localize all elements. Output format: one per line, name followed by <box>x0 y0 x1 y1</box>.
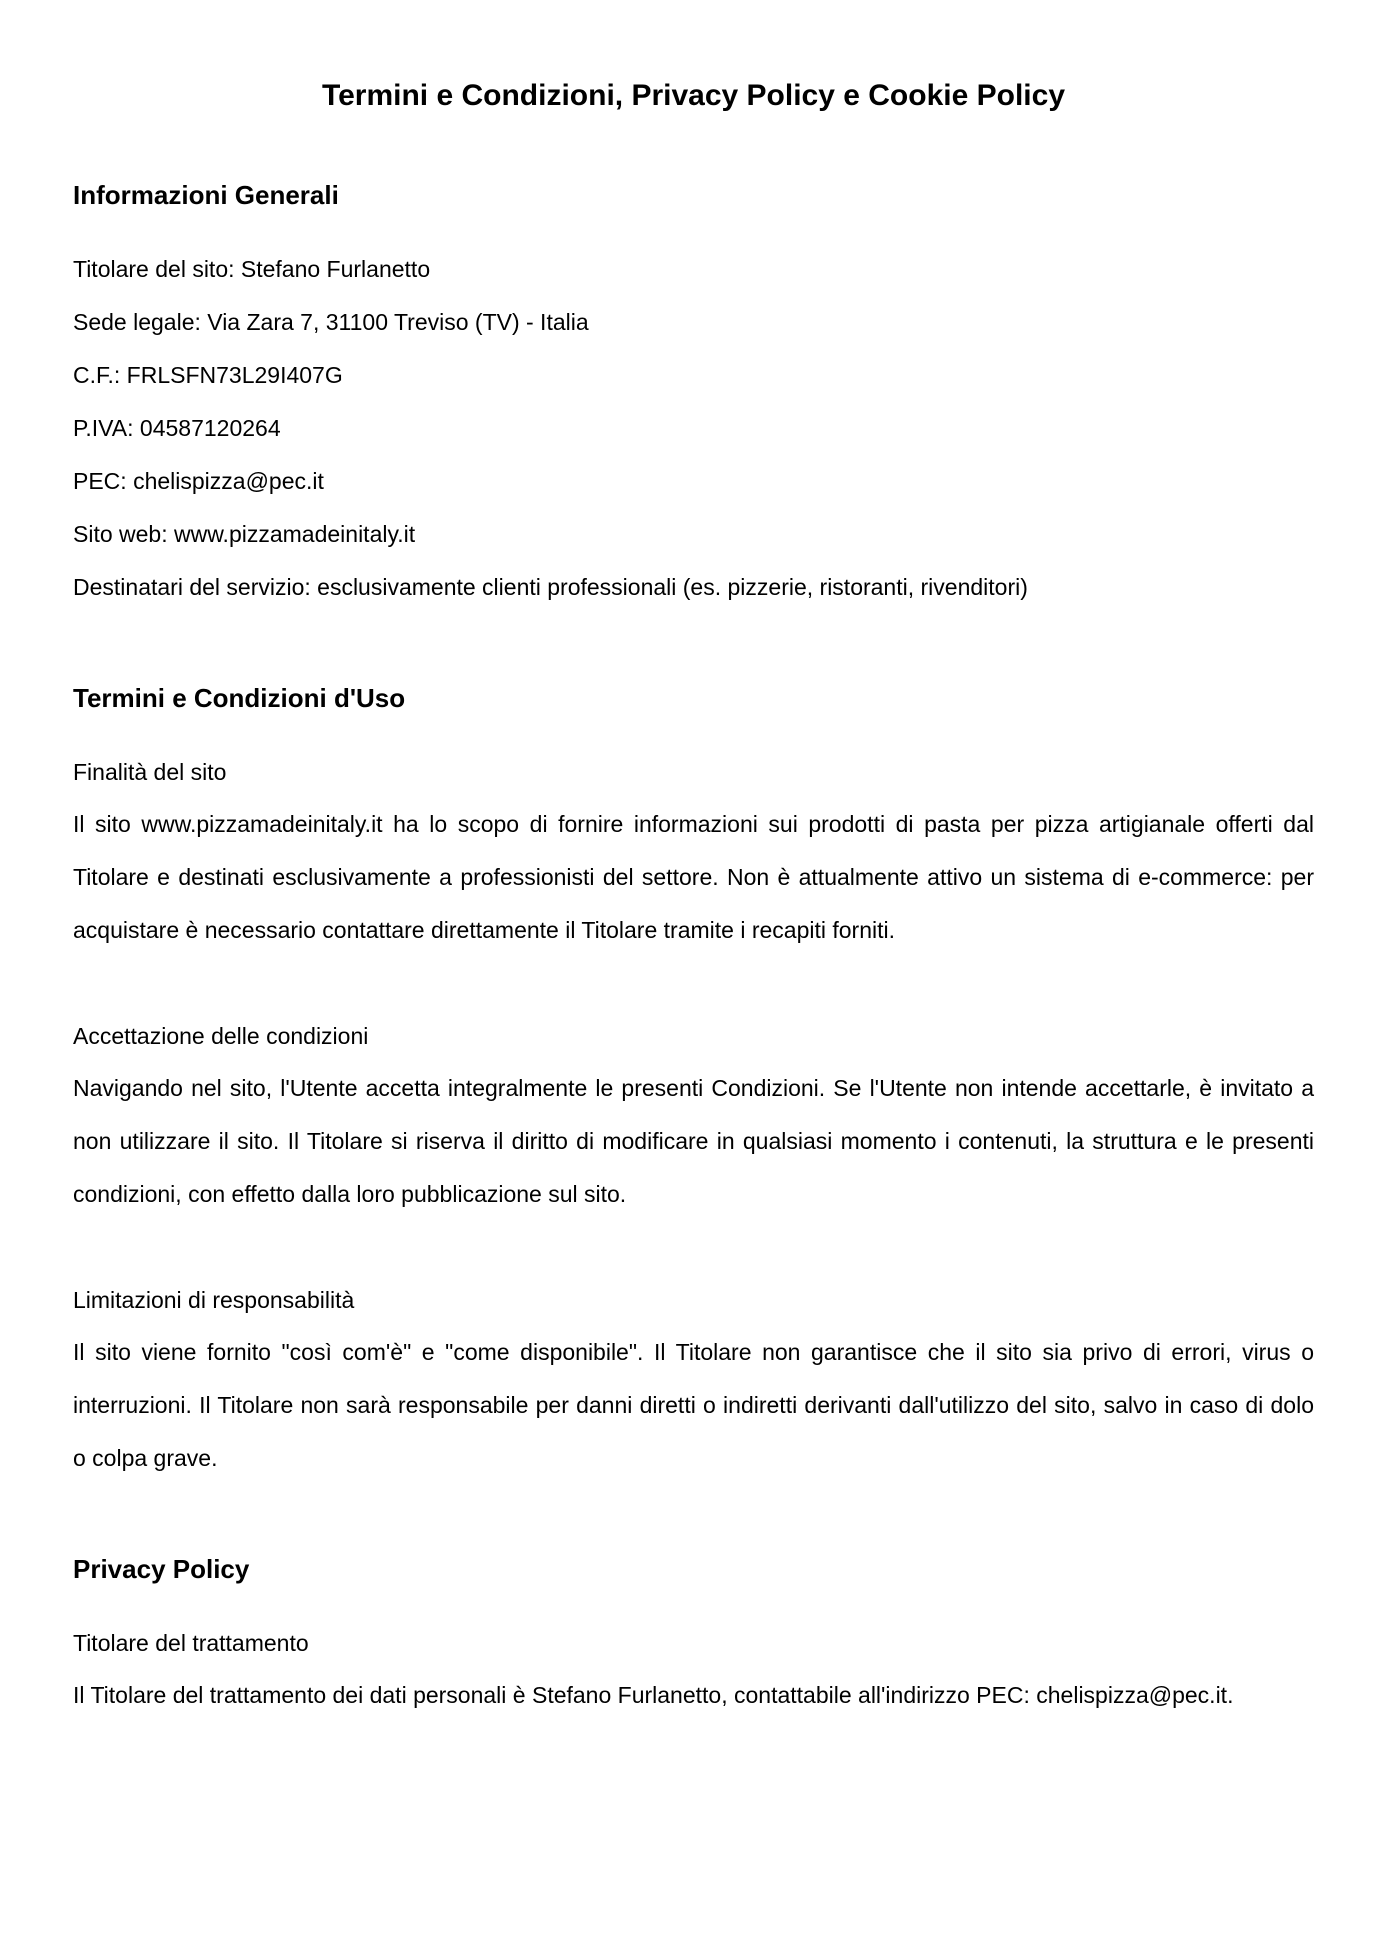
subsection-title-data-controller: Titolare del trattamento <box>73 1630 309 1656</box>
subsection-title-liability: Limitazioni di responsabilità <box>73 1287 355 1313</box>
vat-number-line: P.IVA: 04587120264 <box>73 415 281 441</box>
website-line: Sito web: www.pizzamadeinitaly.it <box>73 521 416 547</box>
owner-line: Titolare del sito: Stefano Furlanetto <box>73 256 431 282</box>
subsection-title-site-purpose: Finalità del sito <box>73 759 227 785</box>
section-heading-privacy: Privacy Policy <box>73 1554 250 1584</box>
paragraph-site-purpose: Il sito www.pizzamadeinitaly.it ha lo scopo di fornire informazioni sui prodotti di pasta per pizza artigianale offerti dal Titolare e destinati esclusivamente a professionisti del settore. Non è attualmente attivo un sistema di e-commerce: per acquistare è necessario contattare direttamente il Titolare tramite i recapiti forniti. <box>73 811 1314 943</box>
legal-address-line: Sede legale: Via Zara 7, 31100 Treviso (TV) - Italia <box>73 309 589 335</box>
pec-line: PEC: chelispizza@pec.it <box>73 468 324 494</box>
recipients-line: Destinatari del servizio: esclusivamente clienti professionali (es. pizzerie, ristoranti, rivenditori) <box>73 574 1028 600</box>
paragraph-data-controller: Il Titolare del trattamento dei dati personali è Stefano Furlanetto, contattabile all'indirizzo PEC: chelispizza@pec.it. <box>73 1682 1234 1708</box>
subsection-title-acceptance: Accettazione delle condizioni <box>73 1023 369 1049</box>
tax-code-line: C.F.: FRLSFN73L29I407G <box>73 362 343 388</box>
section-heading-general-info: Informazioni Generali <box>73 180 339 210</box>
section-heading-terms: Termini e Condizioni d'Uso <box>73 683 406 713</box>
paragraph-acceptance: Navigando nel sito, l'Utente accetta integralmente le presenti Condizioni. Se l'Utente non intende accettarle, è invitato a non utilizzare il sito. Il Titolare si riserva il diritto di modificare in qualsiasi momento i contenuti, la struttura e le presenti condizioni, con effetto dalla loro pubblicazione sul sito. <box>73 1075 1314 1207</box>
document-title: Termini e Condizioni, Privacy Policy e Cookie Policy <box>322 79 1065 112</box>
paragraph-liability: Il sito viene fornito "così com'è" e "come disponibile". Il Titolare non garantisce che il sito sia privo di errori, virus o interruzioni. Il Titolare non sarà responsabile per danni diretti o indiretti derivanti dall'utilizzo del sito, salvo in caso di dolo o colpa grave. <box>73 1339 1314 1471</box>
